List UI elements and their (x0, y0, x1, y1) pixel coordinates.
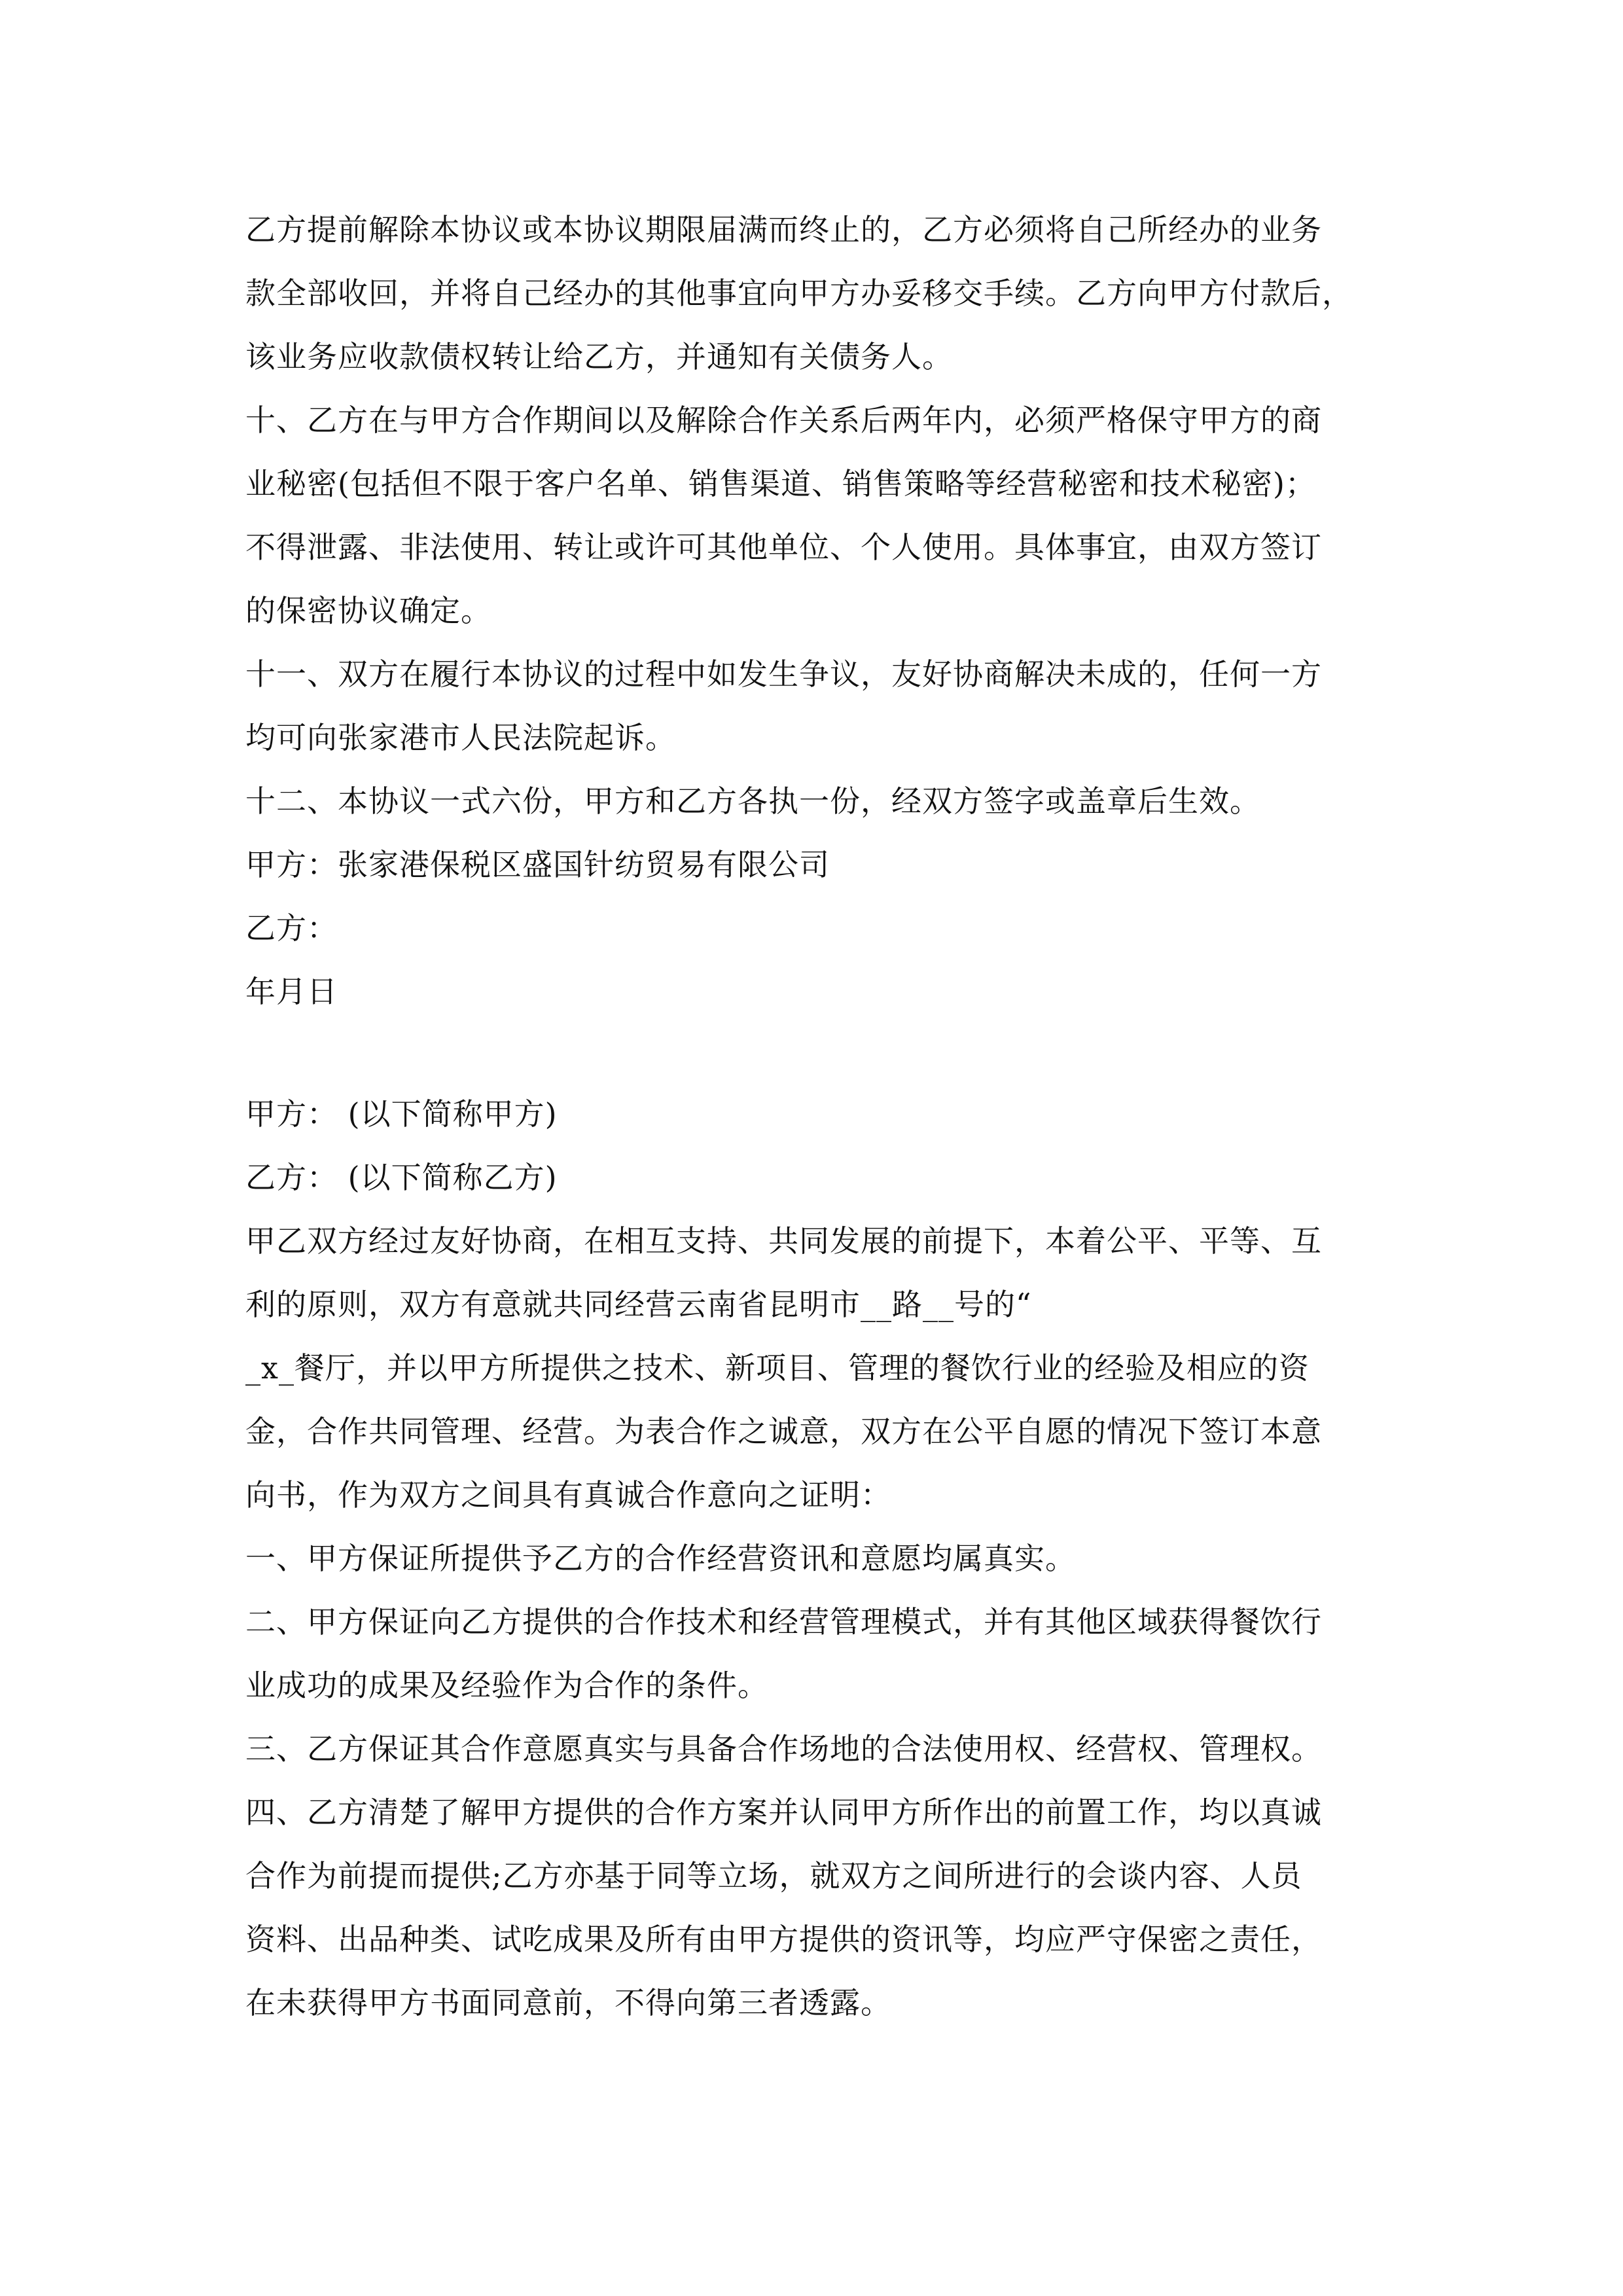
text-line: 合作为前提而提供;乙方亦基于同等立场，就双方之间所进行的会谈内容、人员 (245, 1858, 1302, 1893)
party-b-header: 乙方： (以下简称乙方) (245, 1160, 558, 1195)
text-line: 在未获得甲方书面同意前，不得向第三者透露。 (245, 1985, 891, 2020)
item-2 (245, 1590, 1397, 1717)
item-3: 三、乙方保证其合作意愿真实与具备合作场地的合法使用权、经营权、管理权。 (245, 1731, 1322, 1767)
text-line: 该业务应收款债权转让给乙方，并通知有关债务人。 (245, 339, 953, 374)
signature-party-a: 甲方：张家港保税区盛国针纺贸易有限公司 (245, 847, 830, 882)
item-4 (245, 1781, 1397, 2035)
clause-10 (245, 389, 1397, 643)
text-line: 款全部收回，并将自己经办的其他事宜向甲方办妥移交手续。乙方向甲方付款后， (245, 276, 1353, 311)
text-line: _x_餐厅，并以甲方所提供之技术、新项目、管理的餐饮行业的经验及相应的资 (245, 1350, 1310, 1386)
intro-paragraph (245, 1210, 1397, 1527)
clause-11 (245, 643, 1397, 770)
text-line: 甲乙双方经过友好协商，在相互支持、共同发展的前提下，本着公平、平等、互 (245, 1223, 1322, 1259)
text-line: 业秘密(包括但不限于客户名单、销售渠道、销售策略等经营秘密和技术秘密)； (245, 466, 1316, 501)
signature-date: 年月日 (245, 974, 338, 1009)
text-line: 业成功的成果及经验作为合作的条件。 (245, 1668, 768, 1703)
party-a-header: 甲方： (以下简称甲方) (245, 1096, 558, 1132)
signature-party-b: 乙方： (245, 910, 338, 946)
text-line: 金，合作共同管理、经营。为表合作之诚意，双方在公平自愿的情况下签订本意 (245, 1414, 1322, 1449)
section-gap (245, 1024, 1397, 1083)
text-line: 四、乙方清楚了解甲方提供的合作方案并认同甲方所作出的前置工作，均以真诚 (245, 1795, 1322, 1830)
text-line: 利的原则，双方有意就共同经营云南省昆明市__路__号的“ (245, 1287, 1032, 1322)
text-line: 的保密协议确定。 (245, 593, 491, 628)
text-line: 均可向张家港市人民法院起诉。 (245, 720, 676, 755)
text-line: 乙方提前解除本协议或本协议期限届满而终止的，乙方必须将自己所经办的业务 (245, 212, 1322, 247)
text-line: 资料、出品种类、试吃成果及所有由甲方提供的资讯等，均应严守保密之责任， (245, 1922, 1322, 1957)
text-line: 十、乙方在与甲方合作期间以及解除合作关系后两年内，必须严格保守甲方的商 (245, 403, 1322, 438)
text-line: 向书，作为双方之间具有真诚合作意向之证明： (245, 1477, 891, 1513)
text-line: 二、甲方保证向乙方提供的合作技术和经营管理模式，并有其他区域获得餐饮行 (245, 1604, 1322, 1640)
paragraph-termination (245, 198, 1397, 389)
text-line: 十一、双方在履行本协议的过程中如发生争议，友好协商解决未成的，任何一方 (245, 656, 1322, 692)
clause-12: 十二、本协议一式六份，甲方和乙方各执一份，经双方签字或盖章后生效。 (245, 783, 1260, 819)
document-body (245, 198, 1397, 2035)
item-1: 一、甲方保证所提供予乙方的合作经营资讯和意愿均属真实。 (245, 1541, 1076, 1576)
text-line: 不得泄露、非法使用、转让或许可其他单位、个人使用。具体事宜，由双方签订 (245, 529, 1322, 565)
